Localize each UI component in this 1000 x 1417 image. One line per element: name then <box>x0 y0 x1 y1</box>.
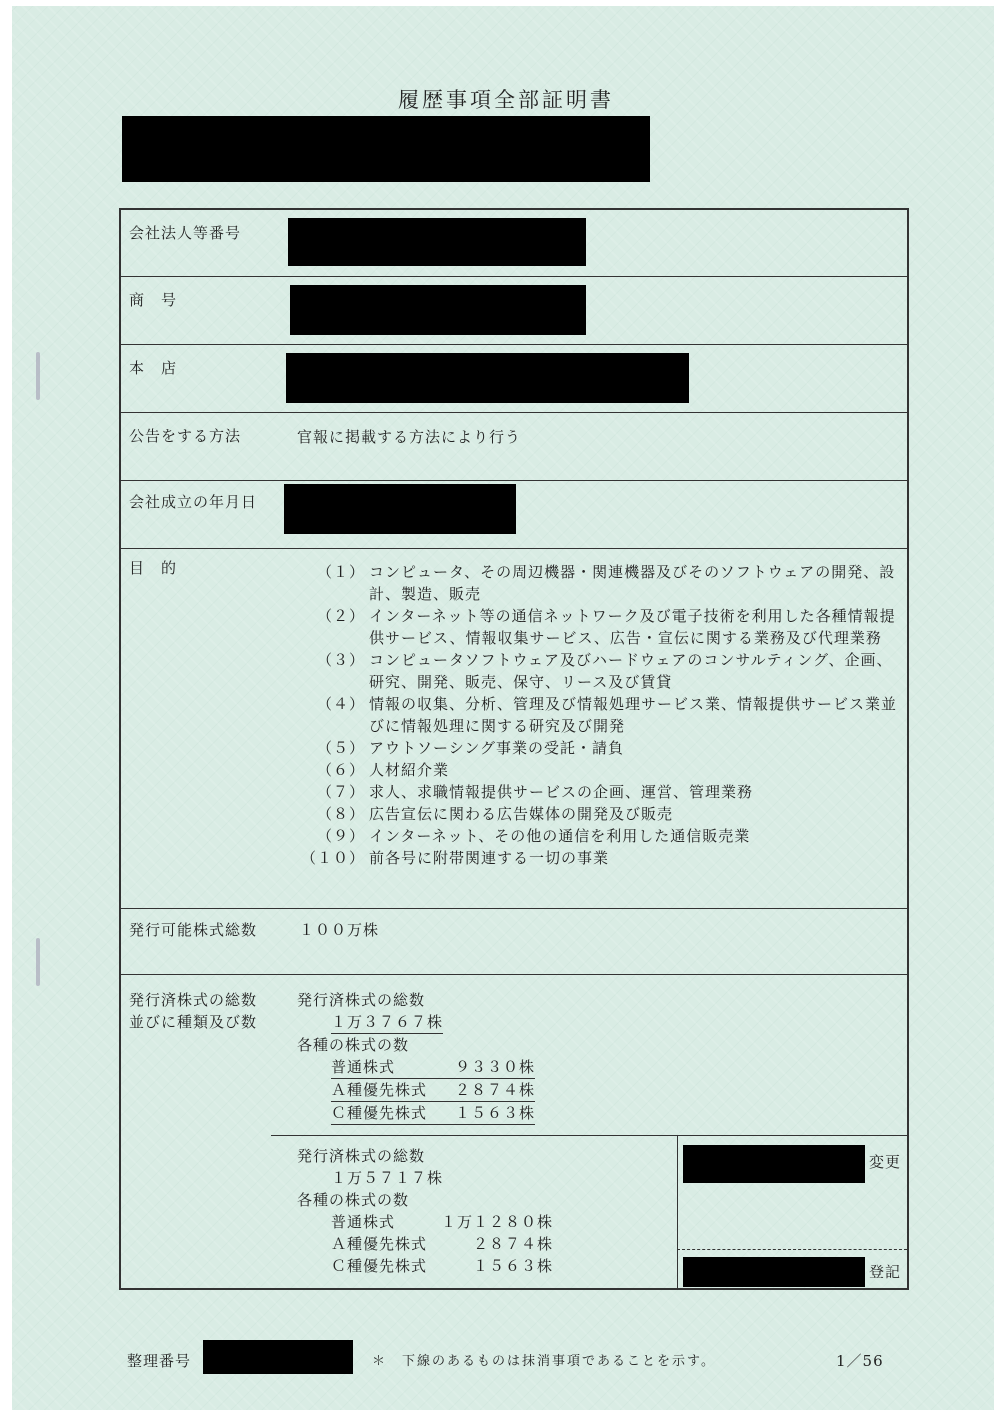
purpose-label: 目 的 <box>129 559 178 577</box>
purpose-item <box>291 737 901 759</box>
kind-value: １５６３株 <box>472 1257 553 1275</box>
kind-name: Ａ種優先株式 <box>331 1235 428 1253</box>
purpose-number: （５） <box>316 739 365 757</box>
established-label: 会社成立の年月日 <box>129 493 258 511</box>
kind-value: ２８７４株 <box>454 1081 535 1099</box>
page-number: 1／56 <box>836 1352 884 1370</box>
issued-shares-old <box>297 989 535 1125</box>
purpose-text: 情報の収集、分析、管理及び情報処理サービス業、情報提供サービス業並びに情報処理に関する研究及び開発 <box>369 695 898 735</box>
corporate-number-label: 会社法人等番号 <box>129 224 242 242</box>
head-office-label: 本 店 <box>129 359 178 377</box>
purpose-item <box>291 825 901 847</box>
row-purpose <box>121 548 907 909</box>
issued-shares-new <box>297 1145 553 1277</box>
purpose-item <box>291 605 901 649</box>
row-corporate-number <box>121 210 907 276</box>
issued-shares-label-line1: 発行済株式の総数 <box>129 991 258 1009</box>
purpose-text: 求人、求職情報提供サービスの企画、運営、管理業務 <box>369 783 754 801</box>
purpose-item <box>291 803 901 825</box>
purpose-text: 前各号に附帯関連する一切の事業 <box>369 849 610 867</box>
register-table <box>119 208 909 1290</box>
redacted-head-office <box>286 353 689 403</box>
reference-number-label: 整理番号 <box>127 1352 192 1370</box>
purpose-number: （７） <box>316 783 365 801</box>
purpose-number: （９） <box>316 827 365 845</box>
binding-hole <box>36 352 40 400</box>
row-issued-shares <box>121 974 907 1288</box>
purpose-number: （３） <box>316 651 365 669</box>
public-notice-label: 公告をする方法 <box>129 427 242 445</box>
issued-divider <box>271 1135 907 1136</box>
public-notice-value: 官報に掲載する方法により行う <box>297 428 522 446</box>
purpose-text: 広告宣伝に関わる広告媒体の開発及び販売 <box>369 805 674 823</box>
redacted-registration-date <box>683 1257 865 1287</box>
purpose-number: （８） <box>316 805 365 823</box>
old-total-label: 発行済株式の総数 <box>297 991 426 1009</box>
kind-name: Ａ種優先株式 <box>331 1081 428 1099</box>
purpose-item <box>291 759 901 781</box>
kind-value: ９３３０株 <box>454 1058 535 1076</box>
redacted-reference-number <box>203 1340 353 1374</box>
purpose-text: アウトソーシング事業の受託・請負 <box>369 739 625 757</box>
binding-hole <box>36 938 40 986</box>
purpose-item <box>291 649 901 693</box>
kind-value: １万１２８０株 <box>441 1213 554 1231</box>
purpose-item <box>291 561 901 605</box>
kind-name: Ｃ種優先株式 <box>331 1257 428 1275</box>
kind-value: １５６３株 <box>454 1104 535 1122</box>
old-kinds-label: 各種の株式の数 <box>297 1036 410 1054</box>
row-public-notice <box>121 412 907 481</box>
trade-name-label: 商 号 <box>129 291 178 309</box>
row-established <box>121 480 907 549</box>
purpose-text: 人材紹介業 <box>369 761 450 779</box>
purpose-text: インターネット等の通信ネットワーク及び電子技術を利用した各種情報提供サービス、情報収集サービス、広告・宣伝に関する業務及び代理業務 <box>369 607 896 647</box>
redacted-change-date <box>683 1145 865 1183</box>
purpose-text: コンピュータ、その周辺機器・関連機器及びそのソフトウェアの開発、設計、製造、販売 <box>369 563 896 603</box>
redacted-block <box>122 116 650 182</box>
new-kind-row <box>331 1211 553 1233</box>
new-total-label: 発行済株式の総数 <box>297 1147 426 1165</box>
old-total-value: １万３７６７株 <box>331 1011 443 1034</box>
row-trade-name <box>121 276 907 345</box>
purpose-number: （１０） <box>300 849 365 867</box>
purpose-item <box>291 847 901 869</box>
new-kind-row <box>331 1233 553 1255</box>
row-authorized-shares <box>121 908 907 975</box>
authorized-shares-value: １００万株 <box>299 921 380 939</box>
old-kind-row <box>331 1056 535 1079</box>
purpose-number: （４） <box>316 695 365 713</box>
old-kind-row <box>331 1102 535 1125</box>
purpose-number: （６） <box>316 761 365 779</box>
document-title: 履歴事項全部証明書 <box>398 88 614 112</box>
issued-shares-label <box>129 989 257 1033</box>
kind-value: ２８７４株 <box>472 1235 553 1253</box>
purpose-number: （２） <box>316 607 365 625</box>
purpose-list <box>291 561 901 869</box>
purpose-number: （１） <box>316 563 365 581</box>
purpose-text: コンピュータソフトウェア及びハードウェアのコンサルティング、企画、研究、開発、販売、保守、リース及び賃貸 <box>369 651 893 691</box>
registration-dashed-line <box>677 1249 907 1250</box>
redacted-established-date <box>284 484 516 534</box>
row-head-office <box>121 344 907 413</box>
issued-shares-label-line2: 並びに種類及び数 <box>129 1013 258 1031</box>
purpose-item <box>291 781 901 803</box>
strikethrough-note: ＊ 下線のあるものは抹消事項であることを示す。 <box>372 1354 716 1369</box>
purpose-item <box>291 693 901 737</box>
change-label: 変更 <box>869 1153 902 1171</box>
old-kind-row <box>331 1079 535 1102</box>
authorized-shares-label: 発行可能株式総数 <box>129 921 258 939</box>
new-kinds-label: 各種の株式の数 <box>297 1191 410 1209</box>
redacted-trade-name <box>290 285 586 335</box>
new-total-value: １万５７１７株 <box>331 1169 444 1187</box>
kind-name: 普通株式 <box>331 1213 396 1231</box>
redacted-corporate-number <box>288 218 586 266</box>
kind-name: Ｃ種優先株式 <box>331 1104 428 1122</box>
registration-label: 登記 <box>869 1263 902 1281</box>
purpose-text: インターネット、その他の通信を利用した通信販売業 <box>369 827 751 845</box>
registration-column-line <box>677 1135 678 1288</box>
new-kind-row <box>331 1255 553 1277</box>
kind-name: 普通株式 <box>331 1058 396 1076</box>
